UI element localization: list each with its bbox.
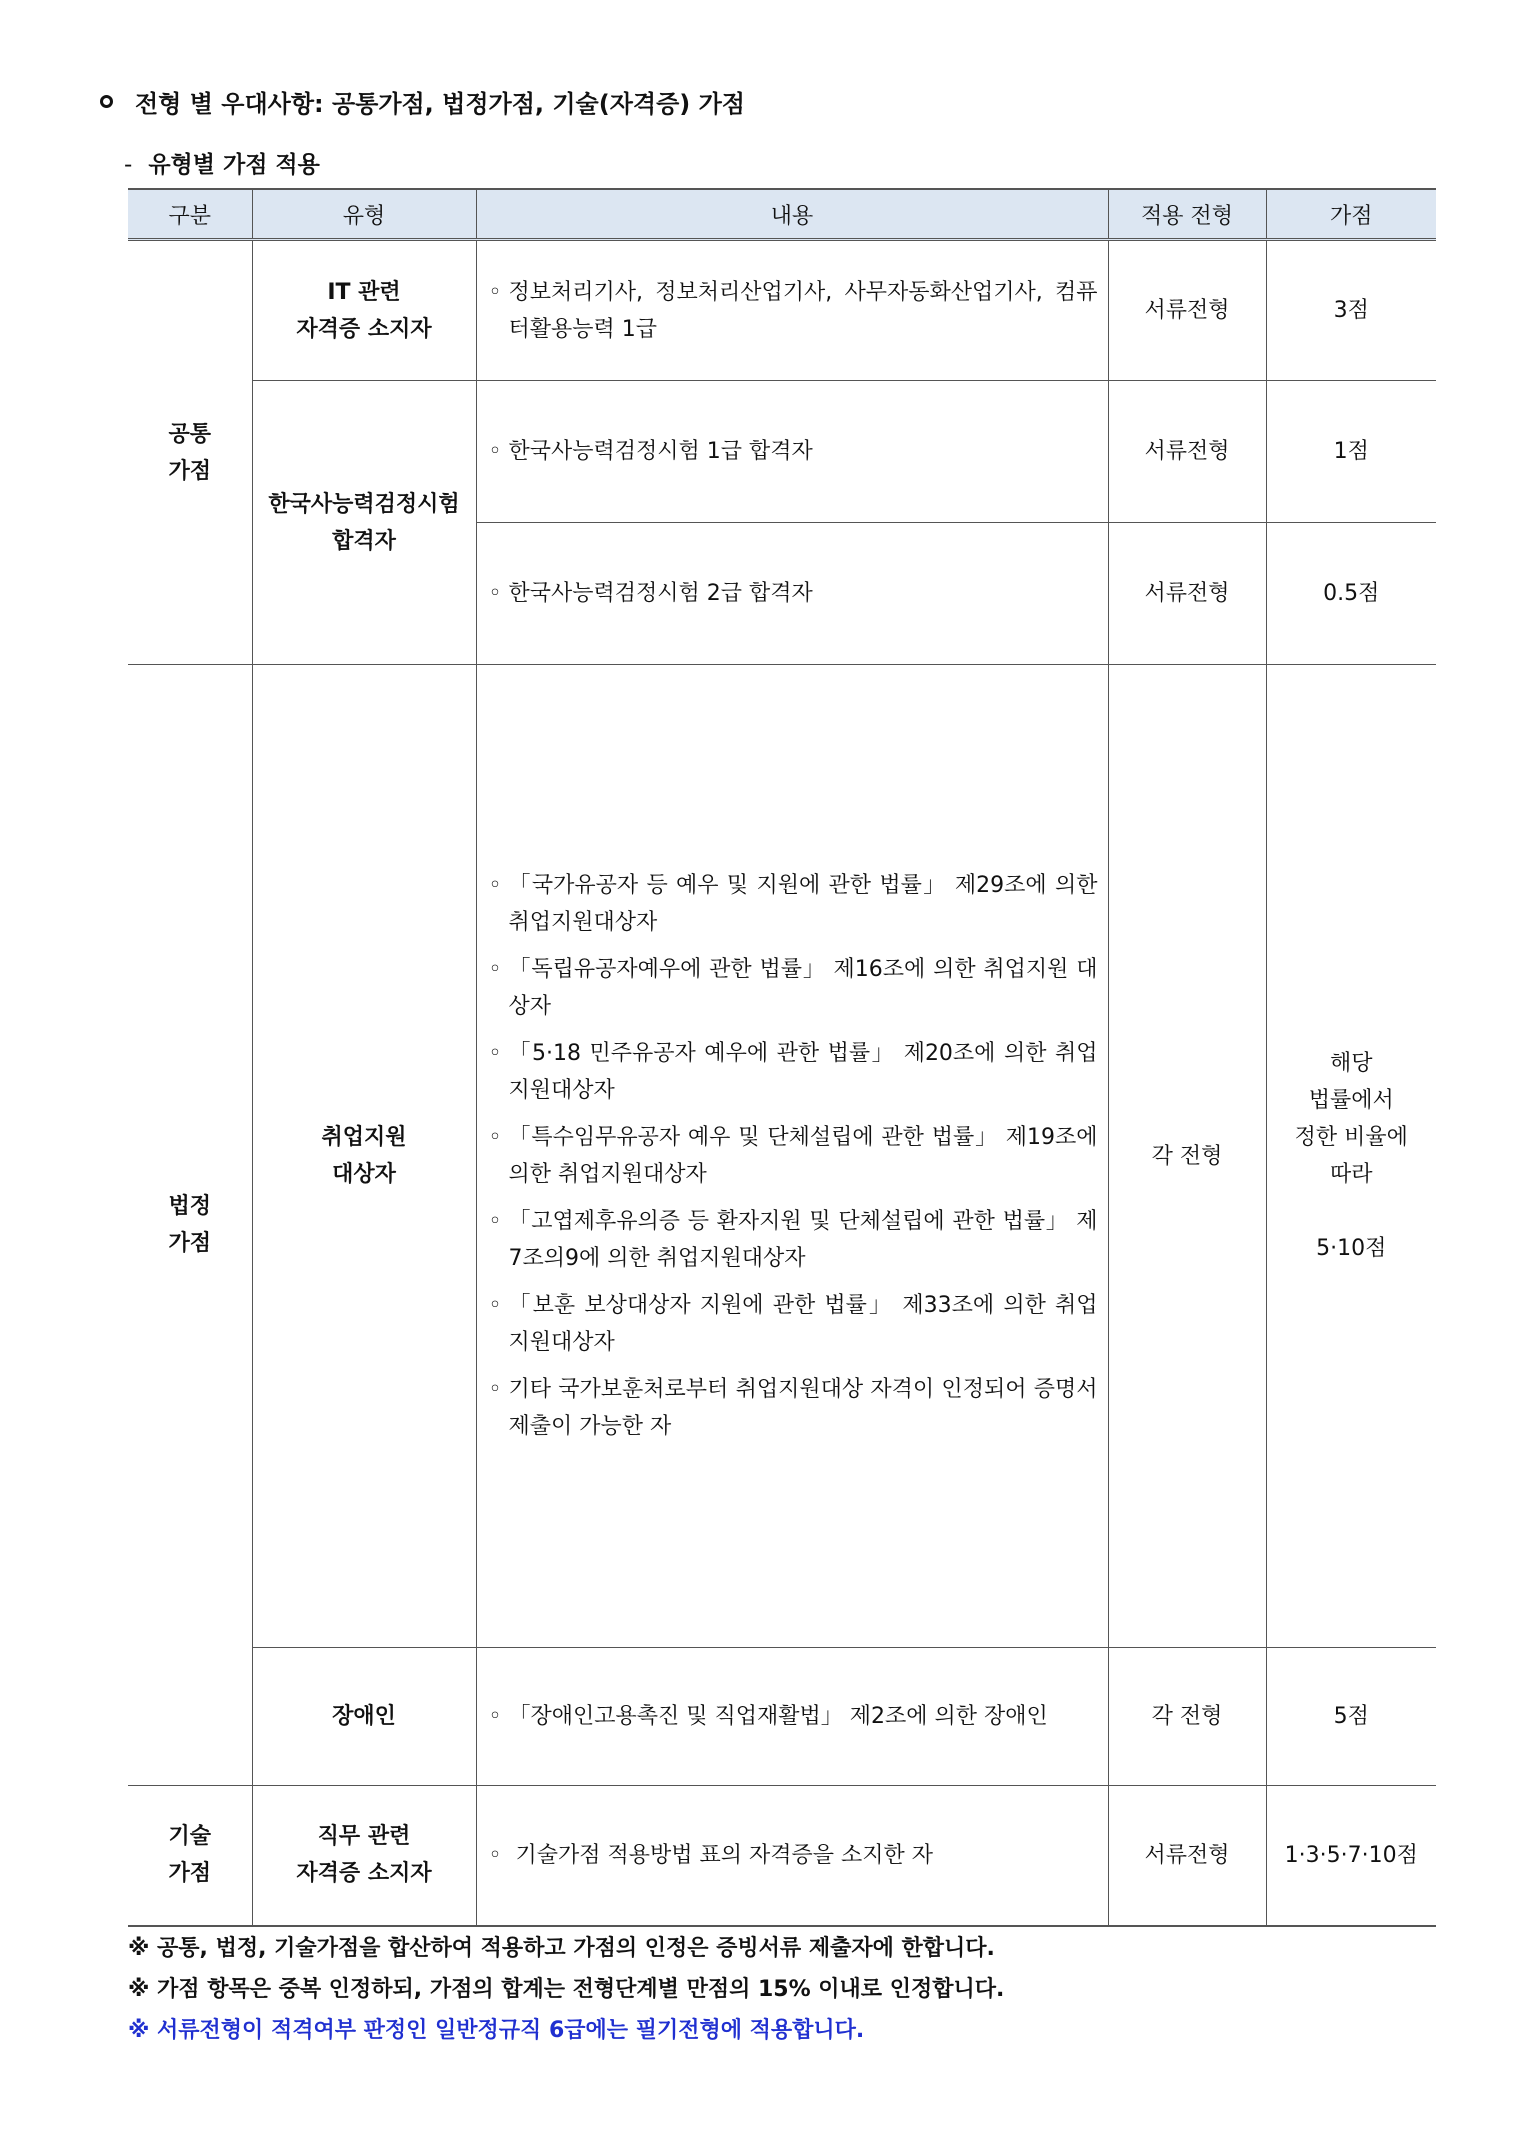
table-row bbox=[128, 665, 1436, 1648]
stage-it: 서류전형 bbox=[1108, 240, 1266, 381]
content-text: 한국사능력검정시험 2급 합격자 bbox=[508, 581, 813, 606]
header-stage: 적용 전형 bbox=[1108, 189, 1266, 240]
content-text: 「보훈 보상대상자 지원에 관한 법률」 제33조에 의한 취업 지원대상자 bbox=[508, 1293, 1098, 1355]
subheading-dash: - bbox=[124, 152, 133, 178]
bullet-mark: ◦ bbox=[488, 439, 502, 464]
list-item bbox=[489, 951, 1098, 1025]
note-2: ※ 가점 항목은 중복 인정하되, 가점의 합계는 전형단계별 만점의 15% 이내로 인정합니다. bbox=[128, 1977, 1005, 2002]
list-item bbox=[489, 1119, 1098, 1193]
content-text: 정보처리기사, 정보처리산업기사, 사무자동화산업기사, 컴퓨터활용능력 1급 bbox=[508, 279, 1098, 342]
points-employment: 해당 법률에서 정한 비율에 따라 5·10점 bbox=[1266, 665, 1436, 1648]
group-legal: 법정 가점 bbox=[128, 665, 252, 1786]
subheading bbox=[124, 146, 320, 179]
points-history2: 0.5점 bbox=[1266, 523, 1436, 665]
subheading-text: 유형별 가점 적용 bbox=[148, 152, 320, 178]
table-header-row bbox=[128, 189, 1436, 240]
notes bbox=[128, 1928, 1004, 2051]
header-points: 가점 bbox=[1266, 189, 1436, 240]
list-item bbox=[489, 867, 1098, 941]
type-it: IT 관련 자격증 소지자 bbox=[252, 240, 476, 381]
table-row bbox=[128, 1786, 1436, 1926]
content-text: 기술가점 적용방법 표의 자격증을 소지한 자 bbox=[508, 1842, 933, 1868]
type-job: 직무 관련 자격증 소지자 bbox=[252, 1786, 476, 1926]
list-item bbox=[489, 1287, 1098, 1361]
bullet-mark: ◦ bbox=[488, 1125, 502, 1150]
bullet-mark: ◦ bbox=[488, 1842, 502, 1868]
header-category: 구분 bbox=[128, 189, 252, 240]
content-text: 「국가유공자 등 예우 및 지원에 관한 법률」 제29조에 의한 취업지원대상자 bbox=[508, 873, 1098, 935]
stage-disabled: 각 전형 bbox=[1108, 1648, 1266, 1786]
points-history1: 1점 bbox=[1266, 381, 1436, 523]
content-employment bbox=[476, 665, 1108, 1648]
circle-bullet-icon bbox=[100, 95, 113, 108]
content-text: 「독립유공자예우에 관한 법률」 제16조에 의한 취업지원 대상자 bbox=[508, 957, 1098, 1019]
bullet-mark: ◦ bbox=[488, 279, 502, 305]
bullet-mark: ◦ bbox=[488, 581, 502, 606]
content-history2 bbox=[476, 523, 1108, 665]
points-job: 1·3·5·7·10점 bbox=[1266, 1786, 1436, 1926]
stage-history2: 서류전형 bbox=[1108, 523, 1266, 665]
points-it: 3점 bbox=[1266, 240, 1436, 381]
bullet-mark: ◦ bbox=[488, 1704, 502, 1729]
bullet-mark: ◦ bbox=[488, 1041, 502, 1066]
bullet-mark: ◦ bbox=[488, 873, 502, 898]
group-common: 공통 가점 bbox=[128, 240, 252, 665]
type-history: 한국사능력검정시험 합격자 bbox=[252, 381, 476, 665]
content-text: 한국사능력검정시험 1급 합격자 bbox=[508, 439, 813, 464]
header-type: 유형 bbox=[252, 189, 476, 240]
content-text: 「장애인고용촉진 및 직업재활법」 제2조에 의한 장애인 bbox=[508, 1704, 1048, 1729]
bullet-mark: ◦ bbox=[488, 957, 502, 982]
stage-history1: 서류전형 bbox=[1108, 381, 1266, 523]
section-heading bbox=[100, 84, 745, 119]
stage-job: 서류전형 bbox=[1108, 1786, 1266, 1926]
content-text: 「고엽제후유의증 등 환자지원 및 단체설립에 관한 법률」 제7조의9에 의한 취업지원대상자 bbox=[508, 1209, 1098, 1271]
note-1: ※ 공통, 법정, 기술가점을 합산하여 적용하고 가점의 인정은 증빙서류 제출자에 한합니다. bbox=[128, 1936, 995, 1961]
list-item bbox=[489, 1035, 1098, 1109]
content-job bbox=[476, 1786, 1108, 1926]
content-text: 기타 국가보훈처로부터 취업지원대상 자격이 인정되어 증명서 제출이 가능한 자 bbox=[508, 1377, 1098, 1439]
stage-employment: 각 전형 bbox=[1108, 665, 1266, 1648]
bullet-mark: ◦ bbox=[488, 1209, 502, 1234]
content-it bbox=[476, 240, 1108, 381]
group-tech: 기술 가점 bbox=[128, 1786, 252, 1926]
list-item bbox=[489, 1371, 1098, 1445]
content-text: 「5·18 민주유공자 예우에 관한 법률」 제20조에 의한 취업 지원대상자 bbox=[508, 1041, 1098, 1103]
type-disabled: 장애인 bbox=[252, 1648, 476, 1786]
type-employment: 취업지원 대상자 bbox=[252, 665, 476, 1648]
points-disabled: 5점 bbox=[1266, 1648, 1436, 1786]
content-disabled bbox=[476, 1648, 1108, 1786]
bullet-mark: ◦ bbox=[488, 1377, 502, 1402]
content-history1 bbox=[476, 381, 1108, 523]
table-row bbox=[128, 240, 1436, 381]
bullet-mark: ◦ bbox=[488, 1293, 502, 1318]
content-text: 「특수임무유공자 예우 및 단체설립에 관한 법률」 제19조에 의한 취업지원대상자 bbox=[508, 1125, 1098, 1187]
section-heading-text: 전형 별 우대사항: 공통가점, 법정가점, 기술(자격증) 가점 bbox=[135, 90, 745, 118]
list-item bbox=[489, 1203, 1098, 1277]
header-content: 내용 bbox=[476, 189, 1108, 240]
table-row bbox=[128, 381, 1436, 523]
table-row bbox=[128, 1648, 1436, 1786]
bonus-points-table bbox=[128, 188, 1436, 1927]
note-3: ※ 서류전형이 적격여부 판정인 일반정규직 6급에는 필기전형에 적용합니다. bbox=[128, 2018, 865, 2043]
